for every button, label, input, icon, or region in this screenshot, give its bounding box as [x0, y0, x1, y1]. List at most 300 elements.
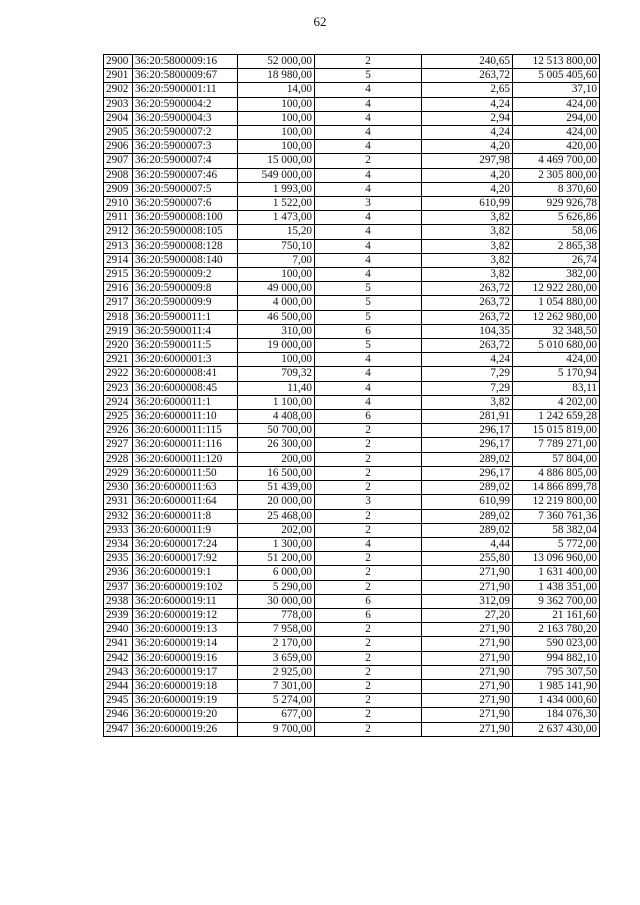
table-row [104, 55, 600, 69]
cadastral-value-cell: 1 434 000,60 [513, 694, 600, 708]
cadastral-number-cell: 36:20:5800009:67 [133, 69, 238, 83]
group-cell: 4 [315, 367, 422, 381]
group-cell: 4 [315, 395, 422, 409]
specific-value-cell: 263,72 [422, 296, 513, 310]
table-row [104, 211, 600, 225]
cadastral-value-cell: 12 219 800,00 [513, 495, 600, 509]
area-cell: 100,00 [238, 353, 315, 367]
cadastral-value-cell: 5 010 680,00 [513, 339, 600, 353]
cadastral-number-cell: 36:20:5900009:9 [133, 296, 238, 310]
table-row [104, 69, 600, 83]
row-number-cell: 2902 [104, 83, 133, 97]
table-row [104, 310, 600, 324]
cadastral-value-cell: 4 469 700,00 [513, 154, 600, 168]
cadastral-value-cell: 5 005 405,60 [513, 69, 600, 83]
group-cell: 4 [315, 268, 422, 282]
cadastral-number-cell: 36:20:5900004:3 [133, 111, 238, 125]
cadastral-value-cell: 13 096 960,00 [513, 552, 600, 566]
row-number-cell: 2905 [104, 126, 133, 140]
cadastral-value-cell: 5 170,94 [513, 367, 600, 381]
cadastral-value-cell: 32 348,50 [513, 324, 600, 338]
row-number-cell: 2912 [104, 225, 133, 239]
cadastral-number-cell: 36:20:5800009:16 [133, 55, 238, 69]
row-number-cell: 2945 [104, 694, 133, 708]
cadastral-value-cell: 1 631 400,00 [513, 566, 600, 580]
cadastral-number-cell: 36:20:6000019:17 [133, 665, 238, 679]
cadastral-number-cell: 36:20:5900011:1 [133, 310, 238, 324]
group-cell: 4 [315, 126, 422, 140]
specific-value-cell: 296,17 [422, 424, 513, 438]
group-cell: 4 [315, 239, 422, 253]
row-number-cell: 2931 [104, 495, 133, 509]
cadastral-value-cell: 21 161,60 [513, 608, 600, 622]
group-cell: 4 [315, 83, 422, 97]
row-number-cell: 2910 [104, 197, 133, 211]
cadastral-number-cell: 36:20:6000011:115 [133, 424, 238, 438]
group-cell: 2 [315, 452, 422, 466]
row-number-cell: 2904 [104, 111, 133, 125]
area-cell: 49 000,00 [238, 282, 315, 296]
group-cell: 2 [315, 509, 422, 523]
specific-value-cell: 297,98 [422, 154, 513, 168]
area-cell: 51 200,00 [238, 552, 315, 566]
row-number-cell: 2913 [104, 239, 133, 253]
row-number-cell: 2914 [104, 253, 133, 267]
row-number-cell: 2917 [104, 296, 133, 310]
cadastral-value-cell: 2 865,38 [513, 239, 600, 253]
table-row [104, 296, 600, 310]
area-cell: 46 500,00 [238, 310, 315, 324]
cadastral-value-cell: 15 015 819,00 [513, 424, 600, 438]
cadastral-value-cell: 9 362 700,00 [513, 594, 600, 608]
area-cell: 677,00 [238, 708, 315, 722]
cadastral-number-cell: 36:20:6000011:120 [133, 452, 238, 466]
cadastral-value-cell: 57 804,00 [513, 452, 600, 466]
specific-value-cell: 271,90 [422, 637, 513, 651]
cadastral-value-cell: 7 360 761,36 [513, 509, 600, 523]
cadastral-number-cell: 36:20:6000011:9 [133, 523, 238, 537]
cadastral-number-cell: 36:20:5900008:128 [133, 239, 238, 253]
specific-value-cell: 610,99 [422, 495, 513, 509]
group-cell: 2 [315, 722, 422, 736]
table-row [104, 324, 600, 338]
area-cell: 100,00 [238, 268, 315, 282]
area-cell: 2 925,00 [238, 665, 315, 679]
row-number-cell: 2926 [104, 424, 133, 438]
cadastral-value-cell: 37,10 [513, 83, 600, 97]
row-number-cell: 2915 [104, 268, 133, 282]
cadastral-value-cell: 1 985 141,90 [513, 679, 600, 693]
area-cell: 709,32 [238, 367, 315, 381]
specific-value-cell: 104,35 [422, 324, 513, 338]
table-row [104, 679, 600, 693]
table-row [104, 97, 600, 111]
area-cell: 549 000,00 [238, 168, 315, 182]
cadastral-number-cell: 36:20:6000019:12 [133, 608, 238, 622]
parcel-table-body [104, 55, 600, 737]
area-cell: 7,00 [238, 253, 315, 267]
specific-value-cell: 289,02 [422, 509, 513, 523]
row-number-cell: 2941 [104, 637, 133, 651]
cadastral-number-cell: 36:20:6000017:24 [133, 537, 238, 551]
group-cell: 4 [315, 253, 422, 267]
specific-value-cell: 3,82 [422, 395, 513, 409]
cadastral-number-cell: 36:20:5900007:4 [133, 154, 238, 168]
group-cell: 2 [315, 694, 422, 708]
table-row [104, 126, 600, 140]
cadastral-value-cell: 58 382,04 [513, 523, 600, 537]
row-number-cell: 2909 [104, 182, 133, 196]
cadastral-number-cell: 36:20:6000008:45 [133, 381, 238, 395]
group-cell: 2 [315, 637, 422, 651]
cadastral-value-cell: 5 772,00 [513, 537, 600, 551]
row-number-cell: 2927 [104, 438, 133, 452]
area-cell: 100,00 [238, 111, 315, 125]
cadastral-value-cell: 14 866 899,78 [513, 481, 600, 495]
row-number-cell: 2938 [104, 594, 133, 608]
table-row [104, 140, 600, 154]
table-row [104, 537, 600, 551]
area-cell: 26 300,00 [238, 438, 315, 452]
table-row [104, 665, 600, 679]
row-number-cell: 2916 [104, 282, 133, 296]
cadastral-value-cell: 382,00 [513, 268, 600, 282]
cadastral-value-cell: 4 886 805,00 [513, 466, 600, 480]
area-cell: 100,00 [238, 97, 315, 111]
cadastral-number-cell: 36:20:6000019:20 [133, 708, 238, 722]
cadastral-number-cell: 36:20:5900007:2 [133, 126, 238, 140]
row-number-cell: 2932 [104, 509, 133, 523]
cadastral-number-cell: 36:20:6000008:41 [133, 367, 238, 381]
cadastral-number-cell: 36:20:6000001:3 [133, 353, 238, 367]
group-cell: 2 [315, 679, 422, 693]
group-cell: 4 [315, 111, 422, 125]
area-cell: 200,00 [238, 452, 315, 466]
table-row [104, 197, 600, 211]
group-cell: 6 [315, 410, 422, 424]
specific-value-cell: 4,24 [422, 353, 513, 367]
cadastral-number-cell: 36:20:6000019:11 [133, 594, 238, 608]
table-row [104, 83, 600, 97]
area-cell: 778,00 [238, 608, 315, 622]
area-cell: 5 290,00 [238, 580, 315, 594]
row-number-cell: 2933 [104, 523, 133, 537]
group-cell: 5 [315, 69, 422, 83]
row-number-cell: 2922 [104, 367, 133, 381]
row-number-cell: 2924 [104, 395, 133, 409]
group-cell: 2 [315, 665, 422, 679]
specific-value-cell: 7,29 [422, 367, 513, 381]
area-cell: 50 700,00 [238, 424, 315, 438]
row-number-cell: 2929 [104, 466, 133, 480]
group-cell: 2 [315, 651, 422, 665]
table-row [104, 722, 600, 736]
cadastral-number-cell: 36:20:6000017:92 [133, 552, 238, 566]
table-row [104, 566, 600, 580]
group-cell: 4 [315, 381, 422, 395]
group-cell: 5 [315, 282, 422, 296]
specific-value-cell: 271,90 [422, 580, 513, 594]
area-cell: 1 100,00 [238, 395, 315, 409]
table-row [104, 438, 600, 452]
row-number-cell: 2919 [104, 324, 133, 338]
cadastral-value-cell: 1 242 659,28 [513, 410, 600, 424]
row-number-cell: 2944 [104, 679, 133, 693]
group-cell: 2 [315, 466, 422, 480]
area-cell: 18 980,00 [238, 69, 315, 83]
area-cell: 15 000,00 [238, 154, 315, 168]
group-cell: 5 [315, 296, 422, 310]
cadastral-number-cell: 36:20:6000011:1 [133, 395, 238, 409]
group-cell: 2 [315, 55, 422, 69]
row-number-cell: 2901 [104, 69, 133, 83]
area-cell: 3 659,00 [238, 651, 315, 665]
row-number-cell: 2908 [104, 168, 133, 182]
cadastral-number-cell: 36:20:6000011:8 [133, 509, 238, 523]
group-cell: 2 [315, 481, 422, 495]
table-row [104, 253, 600, 267]
cadastral-number-cell: 36:20:6000011:64 [133, 495, 238, 509]
group-cell: 4 [315, 353, 422, 367]
table-row [104, 225, 600, 239]
table-row [104, 381, 600, 395]
area-cell: 9 700,00 [238, 722, 315, 736]
cadastral-value-cell: 795 307,50 [513, 665, 600, 679]
specific-value-cell: 263,72 [422, 69, 513, 83]
row-number-cell: 2935 [104, 552, 133, 566]
group-cell: 6 [315, 608, 422, 622]
cadastral-number-cell: 36:20:5900007:3 [133, 140, 238, 154]
group-cell: 2 [315, 438, 422, 452]
specific-value-cell: 4,24 [422, 97, 513, 111]
cadastral-value-cell: 184 076,30 [513, 708, 600, 722]
area-cell: 19 000,00 [238, 339, 315, 353]
area-cell: 20 000,00 [238, 495, 315, 509]
area-cell: 4 000,00 [238, 296, 315, 310]
row-number-cell: 2937 [104, 580, 133, 594]
table-row [104, 651, 600, 665]
group-cell: 2 [315, 523, 422, 537]
row-number-cell: 2900 [104, 55, 133, 69]
row-number-cell: 2923 [104, 381, 133, 395]
area-cell: 100,00 [238, 126, 315, 140]
table-row [104, 452, 600, 466]
table-row [104, 268, 600, 282]
row-number-cell: 2943 [104, 665, 133, 679]
specific-value-cell: 312,09 [422, 594, 513, 608]
cadastral-number-cell: 36:20:5900008:140 [133, 253, 238, 267]
group-cell: 2 [315, 424, 422, 438]
group-cell: 2 [315, 580, 422, 594]
table-row [104, 623, 600, 637]
group-cell: 2 [315, 708, 422, 722]
row-number-cell: 2918 [104, 310, 133, 324]
table-row [104, 552, 600, 566]
table-row [104, 481, 600, 495]
table-row [104, 339, 600, 353]
cadastral-number-cell: 36:20:6000019:18 [133, 679, 238, 693]
specific-value-cell: 255,80 [422, 552, 513, 566]
area-cell: 202,00 [238, 523, 315, 537]
specific-value-cell: 4,44 [422, 537, 513, 551]
group-cell: 4 [315, 182, 422, 196]
group-cell: 6 [315, 594, 422, 608]
specific-value-cell: 2,65 [422, 83, 513, 97]
cadastral-number-cell: 36:20:6000019:13 [133, 623, 238, 637]
area-cell: 7 301,00 [238, 679, 315, 693]
specific-value-cell: 3,82 [422, 268, 513, 282]
row-number-cell: 2906 [104, 140, 133, 154]
group-cell: 2 [315, 566, 422, 580]
cadastral-value-cell: 420,00 [513, 140, 600, 154]
table-row [104, 466, 600, 480]
cadastral-number-cell: 36:20:6000011:63 [133, 481, 238, 495]
specific-value-cell: 296,17 [422, 438, 513, 452]
row-number-cell: 2903 [104, 97, 133, 111]
cadastral-value-cell: 1 054 880,00 [513, 296, 600, 310]
table-row [104, 410, 600, 424]
cadastral-number-cell: 36:20:5900007:6 [133, 197, 238, 211]
page-number: 62 [313, 14, 327, 29]
cadastral-number-cell: 36:20:5900009:2 [133, 268, 238, 282]
row-number-cell: 2946 [104, 708, 133, 722]
row-number-cell: 2928 [104, 452, 133, 466]
group-cell: 4 [315, 211, 422, 225]
cadastral-value-cell: 424,00 [513, 353, 600, 367]
area-cell: 5 274,00 [238, 694, 315, 708]
specific-value-cell: 271,90 [422, 708, 513, 722]
row-number-cell: 2920 [104, 339, 133, 353]
group-cell: 4 [315, 168, 422, 182]
specific-value-cell: 3,82 [422, 225, 513, 239]
cadastral-number-cell: 36:20:6000019:26 [133, 722, 238, 736]
specific-value-cell: 240,65 [422, 55, 513, 69]
group-cell: 6 [315, 324, 422, 338]
row-number-cell: 2907 [104, 154, 133, 168]
table-row [104, 395, 600, 409]
specific-value-cell: 289,02 [422, 523, 513, 537]
group-cell: 5 [315, 339, 422, 353]
cadastral-value-cell: 994 882,10 [513, 651, 600, 665]
specific-value-cell: 3,82 [422, 239, 513, 253]
row-number-cell: 2930 [104, 481, 133, 495]
specific-value-cell: 271,90 [422, 679, 513, 693]
cadastral-value-cell: 590 023,00 [513, 637, 600, 651]
cadastral-number-cell: 36:20:6000019:102 [133, 580, 238, 594]
group-cell: 3 [315, 495, 422, 509]
specific-value-cell: 3,82 [422, 253, 513, 267]
area-cell: 1 993,00 [238, 182, 315, 196]
cadastral-value-cell: 12 262 980,00 [513, 310, 600, 324]
group-cell: 2 [315, 623, 422, 637]
cadastral-number-cell: 36:20:6000011:50 [133, 466, 238, 480]
row-number-cell: 2911 [104, 211, 133, 225]
cadastral-number-cell: 36:20:6000019:16 [133, 651, 238, 665]
area-cell: 4 408,00 [238, 410, 315, 424]
cadastral-value-cell: 424,00 [513, 97, 600, 111]
area-cell: 2 170,00 [238, 637, 315, 651]
group-cell: 2 [315, 154, 422, 168]
table-row [104, 637, 600, 651]
cadastral-value-cell: 83,11 [513, 381, 600, 395]
cadastral-number-cell: 36:20:5900004:2 [133, 97, 238, 111]
cadastral-number-cell: 36:20:5900001:11 [133, 83, 238, 97]
specific-value-cell: 271,90 [422, 651, 513, 665]
specific-value-cell: 263,72 [422, 282, 513, 296]
area-cell: 30 000,00 [238, 594, 315, 608]
table-row [104, 353, 600, 367]
cadastral-number-cell: 36:20:5900008:100 [133, 211, 238, 225]
cadastral-value-cell: 2 305 800,00 [513, 168, 600, 182]
table-row [104, 154, 600, 168]
cadastral-value-cell: 424,00 [513, 126, 600, 140]
area-cell: 25 468,00 [238, 509, 315, 523]
table-row [104, 424, 600, 438]
group-cell: 4 [315, 140, 422, 154]
area-cell: 1 522,00 [238, 197, 315, 211]
specific-value-cell: 271,90 [422, 566, 513, 580]
cadastral-number-cell: 36:20:6000019:14 [133, 637, 238, 651]
cadastral-number-cell: 36:20:5900008:105 [133, 225, 238, 239]
parcel-table [103, 54, 600, 737]
area-cell: 11,40 [238, 381, 315, 395]
cadastral-value-cell: 4 202,00 [513, 395, 600, 409]
cadastral-number-cell: 36:20:6000011:116 [133, 438, 238, 452]
specific-value-cell: 4,24 [422, 126, 513, 140]
cadastral-value-cell: 12 922 280,00 [513, 282, 600, 296]
table-row [104, 580, 600, 594]
specific-value-cell: 289,02 [422, 481, 513, 495]
group-cell: 3 [315, 197, 422, 211]
group-cell: 4 [315, 97, 422, 111]
cadastral-value-cell: 929 926,78 [513, 197, 600, 211]
table-row [104, 168, 600, 182]
specific-value-cell: 27,20 [422, 608, 513, 622]
row-number-cell: 2939 [104, 608, 133, 622]
table-row [104, 594, 600, 608]
specific-value-cell: 4,20 [422, 168, 513, 182]
specific-value-cell: 2,94 [422, 111, 513, 125]
area-cell: 310,00 [238, 324, 315, 338]
specific-value-cell: 610,99 [422, 197, 513, 211]
table-row [104, 111, 600, 125]
table-row [104, 239, 600, 253]
cadastral-value-cell: 5 626,86 [513, 211, 600, 225]
table-row [104, 182, 600, 196]
cadastral-value-cell: 12 513 800,00 [513, 55, 600, 69]
specific-value-cell: 281,91 [422, 410, 513, 424]
cadastral-value-cell: 7 789 271,00 [513, 438, 600, 452]
cadastral-number-cell: 36:20:5900009:8 [133, 282, 238, 296]
cadastral-number-cell: 36:20:5900007:5 [133, 182, 238, 196]
specific-value-cell: 271,90 [422, 694, 513, 708]
area-cell: 7 958,00 [238, 623, 315, 637]
specific-value-cell: 289,02 [422, 452, 513, 466]
group-cell: 5 [315, 310, 422, 324]
row-number-cell: 2940 [104, 623, 133, 637]
specific-value-cell: 271,90 [422, 623, 513, 637]
area-cell: 52 000,00 [238, 55, 315, 69]
area-cell: 1 473,00 [238, 211, 315, 225]
specific-value-cell: 263,72 [422, 310, 513, 324]
area-cell: 15,20 [238, 225, 315, 239]
table-row [104, 282, 600, 296]
group-cell: 4 [315, 225, 422, 239]
row-number-cell: 2936 [104, 566, 133, 580]
area-cell: 16 500,00 [238, 466, 315, 480]
specific-value-cell: 271,90 [422, 665, 513, 679]
cadastral-number-cell: 36:20:5900011:4 [133, 324, 238, 338]
